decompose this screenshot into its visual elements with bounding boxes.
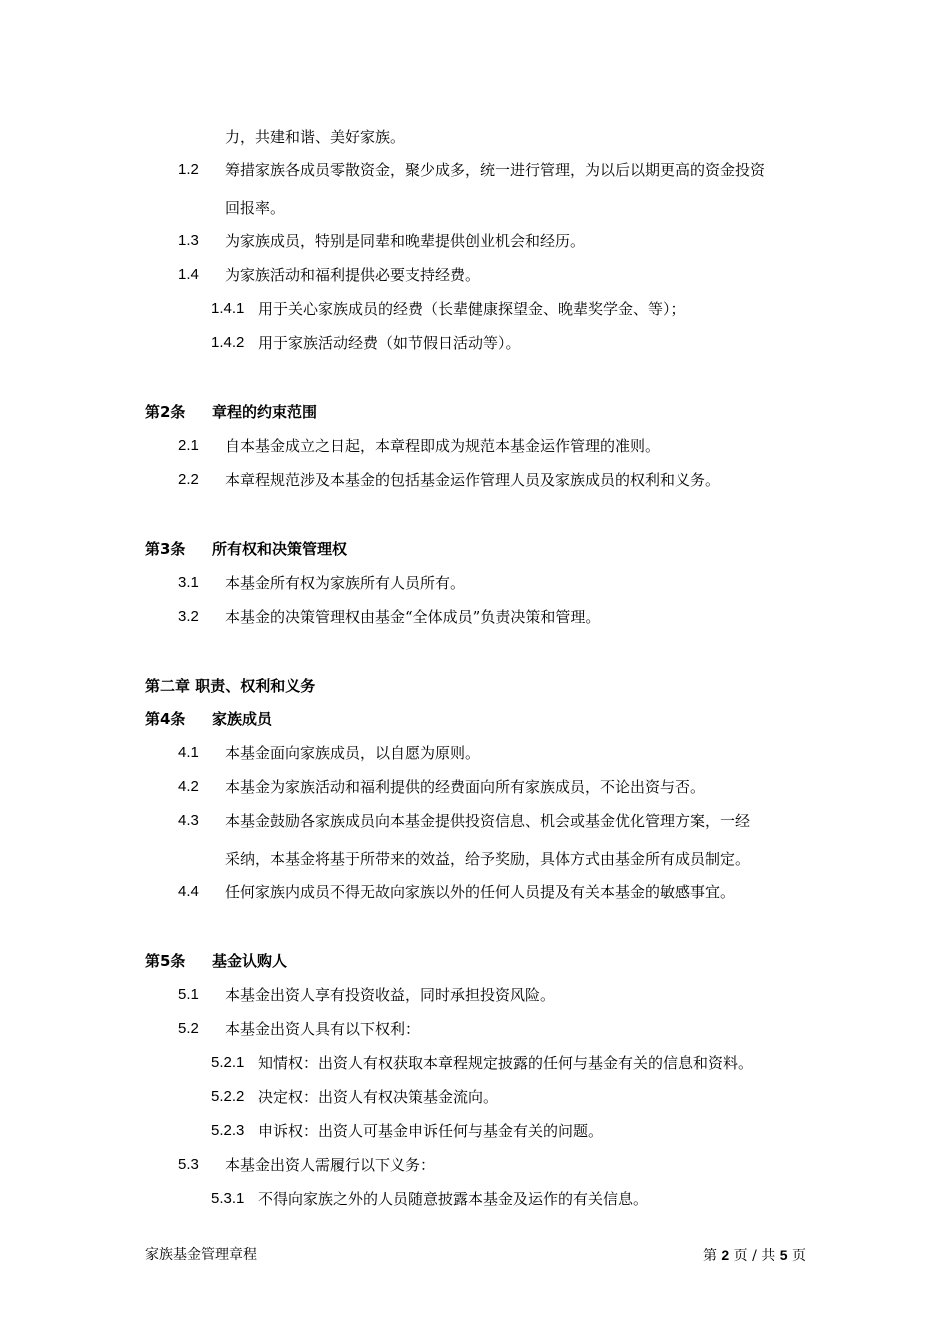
footer-document-title: 家族基金管理章程 xyxy=(145,1247,257,1263)
clause-text: 为家族成员，特别是同辈和晚辈提供创业机会和经历。 xyxy=(225,232,586,250)
clause-text-continuation: 回报率。 xyxy=(225,199,286,217)
subclause-text: 用于家族活动经费（如节假日活动等）。 xyxy=(258,334,521,352)
clause-number: 5.3 xyxy=(178,1156,199,1173)
clause-number: 5.1 xyxy=(178,986,199,1003)
clause-text: 本基金为家族活动和福利提供的经费面向所有家族成员，不论出资与否。 xyxy=(225,778,706,796)
clause-number: 3.1 xyxy=(178,574,199,591)
subclause-number: 5.3.1 xyxy=(211,1190,245,1207)
article-title: 家族成员 xyxy=(212,710,273,728)
article-title: 所有权和决策管理权 xyxy=(212,540,348,558)
clause-number: 2.2 xyxy=(178,471,199,488)
subclause-number: 5.2.2 xyxy=(211,1088,245,1105)
footer-page-number xyxy=(703,1245,806,1266)
clause-number: 4.3 xyxy=(178,812,199,829)
page-total: 5 xyxy=(779,1247,788,1263)
subclause-text: 申诉权：出资人可基金申诉任何与基金有关的问题。 xyxy=(258,1122,604,1140)
clause-number: 3.2 xyxy=(178,608,199,625)
clause-number: 1.3 xyxy=(178,232,199,249)
article-number: 第2条 xyxy=(145,403,186,421)
paragraph-line: 力，共建和谐、美好家族。 xyxy=(225,128,406,146)
page-current: 2 xyxy=(721,1247,730,1263)
clause-number: 4.2 xyxy=(178,778,199,795)
clause-number: 2.1 xyxy=(178,437,199,454)
article-number: 第3条 xyxy=(145,540,186,558)
clause-text: 本基金鼓励各家族成员向本基金提供投资信息、机会或基金优化管理方案，一经 xyxy=(225,812,751,830)
article-number: 第5条 xyxy=(145,952,186,970)
clause-text: 本基金出资人享有投资收益，同时承担投资风险。 xyxy=(225,986,556,1004)
subclause-text: 决定权：出资人有权决策基金流向。 xyxy=(258,1088,499,1106)
clause-text: 筹措家族各成员零散资金，聚少成多，统一进行管理，为以后以期更高的资金投资 xyxy=(225,161,766,179)
page-label-mid: 页 / 共 xyxy=(729,1248,780,1264)
clause-number: 1.2 xyxy=(178,161,199,178)
subclause-text: 知情权：出资人有权获取本章程规定披露的任何与基金有关的信息和资料。 xyxy=(258,1054,754,1072)
clause-text: 本章程规范涉及本基金的包括基金运作管理人员及家族成员的权利和义务。 xyxy=(225,471,721,489)
subclause-number: 5.2.3 xyxy=(211,1122,245,1139)
clause-text: 本基金所有权为家族所有人员所有。 xyxy=(225,574,466,592)
article-title: 基金认购人 xyxy=(212,952,288,970)
clause-text: 任何家族内成员不得无故向家族以外的任何人员提及有关本基金的敏感事宜。 xyxy=(225,883,736,901)
subclause-text: 用于关心家族成员的经费（长辈健康探望金、晚辈奖学金、等）； xyxy=(258,300,686,318)
clause-text: 本基金的决策管理权由基金“全体成员”负责决策和管理。 xyxy=(225,608,601,626)
subclause-number: 1.4.1 xyxy=(211,300,245,317)
article-title: 章程的约束范围 xyxy=(212,403,318,421)
clause-text: 自本基金成立之日起，本章程即成为规范本基金运作管理的准则。 xyxy=(225,437,661,455)
clause-text: 本基金面向家族成员，以自愿为原则。 xyxy=(225,744,481,762)
page-label-suffix: 页 xyxy=(787,1248,806,1264)
subclause-number: 1.4.2 xyxy=(211,334,245,351)
subclause-text: 不得向家族之外的人员随意披露本基金及运作的有关信息。 xyxy=(258,1190,649,1208)
clause-number: 5.2 xyxy=(178,1020,199,1037)
clause-number: 4.1 xyxy=(178,744,199,761)
page-label-prefix: 第 xyxy=(702,1248,722,1264)
clause-number: 4.4 xyxy=(178,883,199,900)
chapter-heading: 第二章 职责、权利和义务 xyxy=(145,677,316,695)
clause-text: 为家族活动和福利提供必要支持经费。 xyxy=(225,266,481,284)
clause-text-continuation: 采纳，本基金将基于所带来的效益，给予奖励，具体方式由基金所有成员制定。 xyxy=(225,850,751,868)
clause-number: 1.4 xyxy=(178,266,199,283)
clause-text: 本基金出资人具有以下权利： xyxy=(225,1020,421,1038)
article-number: 第4条 xyxy=(145,710,186,728)
clause-text: 本基金出资人需履行以下义务： xyxy=(225,1156,436,1174)
subclause-number: 5.2.1 xyxy=(211,1054,245,1071)
